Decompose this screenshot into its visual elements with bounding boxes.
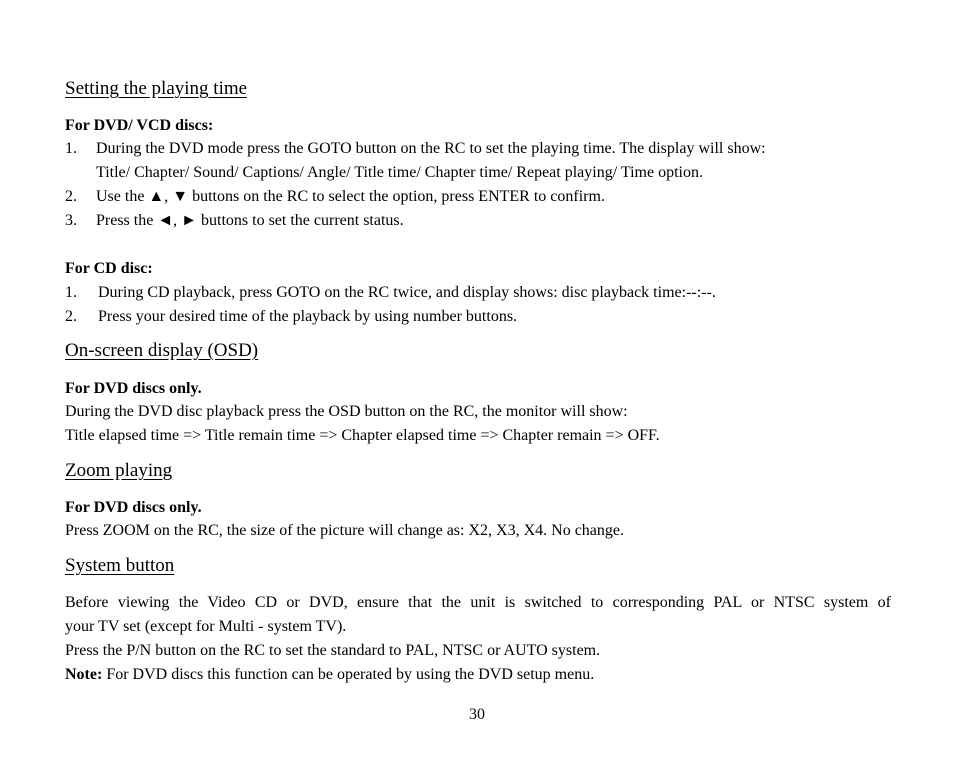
list-number: 3. xyxy=(65,212,77,229)
heading-playing-time: Setting the playing time xyxy=(65,78,248,99)
list-item-text: During CD playback, press GOTO on the RC twice, and display shows: disc playback time:--:--. xyxy=(98,284,716,301)
system-text-line: Before viewing the Video CD or DVD, ensure that the unit is switched to corresponding PAL or NTSC system of xyxy=(65,594,891,611)
heading-osd: On-screen display (OSD) xyxy=(65,340,259,361)
list-item-text: Press your desired time of the playback by using number buttons. xyxy=(98,308,518,325)
zoom-text-line: Press ZOOM on the RC, the size of the picture will change as: X2, X3, X4. No change. xyxy=(65,522,624,539)
subheading-osd: For DVD discs only. xyxy=(65,380,202,397)
list-number: 1. xyxy=(65,284,77,301)
list-item-text: Press the ◄, ► buttons to set the current status. xyxy=(96,212,404,229)
list-number: 2. xyxy=(65,188,77,205)
system-text-line: Press the P/N button on the RC to set the standard to PAL, NTSC or AUTO system. xyxy=(65,642,601,659)
subheading-dvd-vcd: For DVD/ VCD discs: xyxy=(65,117,214,134)
list-item-text: Use the ▲, ▼ buttons on the RC to select the option, press ENTER to confirm. xyxy=(96,188,605,205)
list-number: 1. xyxy=(65,140,77,157)
list-item-text-continued: Title/ Chapter/ Sound/ Captions/ Angle/ Title time/ Chapter time/ Repeat playing/ Time option. xyxy=(96,164,703,181)
heading-zoom: Zoom playing xyxy=(65,460,173,481)
note-label: Note: xyxy=(65,666,103,683)
osd-sequence-line: Title elapsed time => Title remain time => Chapter elapsed time => Chapter remain => OFF. xyxy=(65,427,660,444)
list-item-text: During the DVD mode press the GOTO button on the RC to set the playing time. The display will show: xyxy=(96,140,766,157)
osd-text-line: During the DVD disc playback press the OSD button on the RC, the monitor will show: xyxy=(65,403,628,420)
note-text: For DVD discs this function can be operated by using the DVD setup menu. xyxy=(102,666,595,683)
heading-system: System button xyxy=(65,555,175,576)
note-line xyxy=(65,666,594,684)
page-number: 30 xyxy=(469,706,485,723)
system-text-line: your TV set (except for Multi - system TV). xyxy=(65,618,347,635)
subheading-cd: For CD disc: xyxy=(65,260,153,277)
list-number: 2. xyxy=(65,308,77,325)
subheading-zoom: For DVD discs only. xyxy=(65,499,202,516)
